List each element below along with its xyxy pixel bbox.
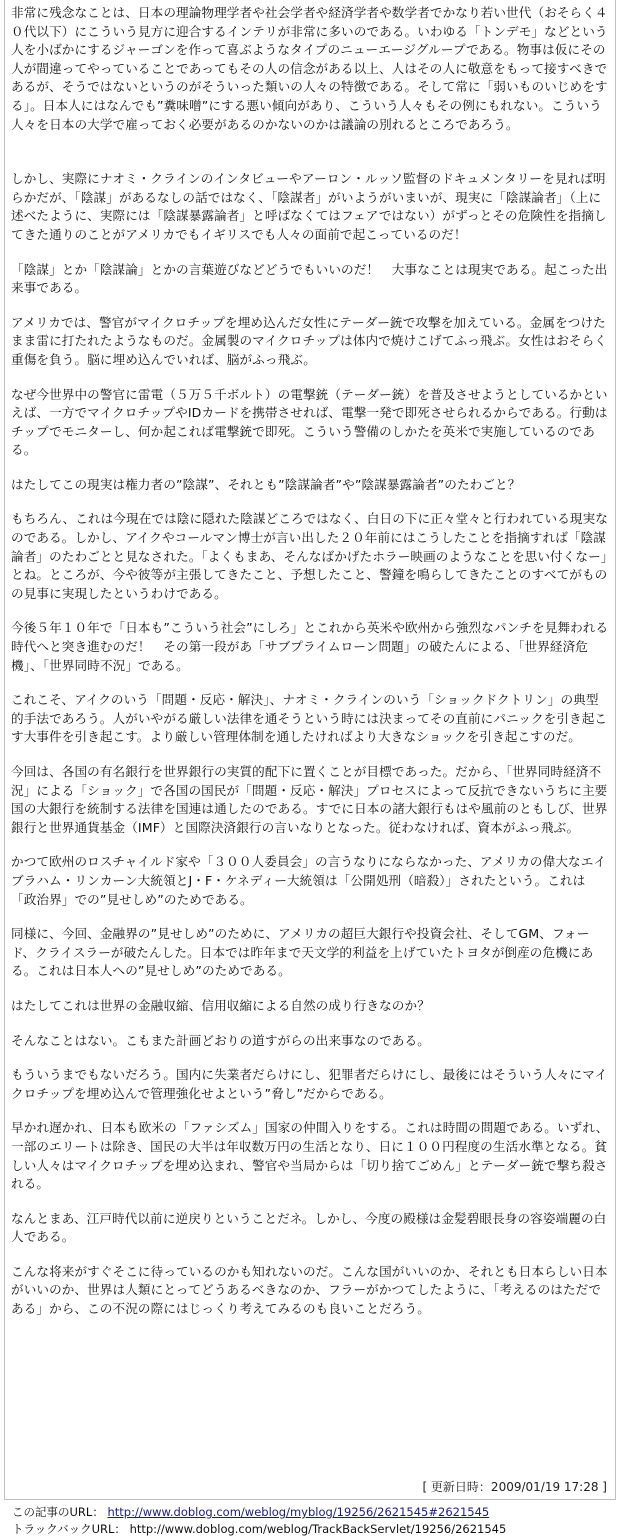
paragraph: なんとまあ、江戸時代以前に逆戻りということだネ。しかし、今度の殿様は金髪碧眼長身の容姿端麗の白人である。 <box>11 1210 607 1245</box>
paragraph: なぜ今世界中の警官に雷電（５万５千ボルト）の電撃銃（テーダー銃）を普及させようとしているかといえば、一方でマイクロチップやIDカードを携帯させれば、電撃一発で即死させられるからである。行動はチップでモニターし、何か起これば電撃銃で即死。こういう警備のしかたを英米で実施しているのである。 <box>11 386 608 458</box>
entry-footer <box>12 1504 506 1538</box>
paragraph: はたしてこの現実は権力者の”陰謀”、それとも”陰謀論者”や”陰謀暴露論者”のたわごと？ <box>11 476 521 492</box>
paragraph: アメリカでは、警官がマイクロチップを埋め込んだ女性にテーダー銃で攻撃を加えている。金属をつけたまま雷に打たれたようなものだ。金属製のマイクロチップは体内で焼けこげてふっ飛ぶ。女性はおそらく重傷を負う。脳に埋め込んでいれば、脳がふっ飛ぶ。 <box>11 314 607 367</box>
paragraph: 同様に、今回、金融界の”見せしめ”のために、アメリカの超巨大銀行や投資会社、そしてGM、フォード、クライスラーが破たんした。日本では昨年まで天文学的利益を上げていたトヨタが倒産の危機にある。これは日本人への”見せしめ”のためである。 <box>11 926 594 979</box>
permalink-link[interactable]: http://www.doblog.com/weblog/myblog/19256/2621545#2621545 <box>107 1505 490 1519</box>
paragraph: かつて欧州のロスチャイルド家や「３００人委員会」の言うなりにならなかった、アメリカの偉大なエイブラハム・リンカーン大統領とJ・F・ケネディー大統領は「公開処刑（暗殺）」されたという。これは「政治界」での”見せしめ”のためである。 <box>11 854 607 907</box>
paragraph: 非常に残念なことは、日本の理論物理学者や社会学者や経済学者や数学者でかなり若い世代（おそらく４０代以下）にこういう見方に迎合するインテリが非常に多いのである。いわゆる「トンデモ」などという人を小ばかにするジャーゴンを作って喜ぶようなタイプのニューエージグループである。物事は仮にその人が間違ってやっていることであってもその人の信念がある以上、人はその人に敬意をもって接すべきであるが、そうではないというのがそういった類いの人々の特徴である。そして常に「弱いものいじめをする」。日本人にはなんでも”糞味噌”にする悪い傾向があり、こういう人々もその例にもれない。こういう人々を日本の大学で雇っておく必要があるのかないのかは議論の別れるところであろう。 <box>11 5 608 132</box>
blog-entry <box>4 0 616 1500</box>
paragraph: はたしてこれは世界の金融収縮、信用収縮による自然の成り行きなのか？ <box>11 997 430 1013</box>
trackback-label: トラックバックURL： <box>12 1522 126 1536</box>
paragraph: 今回は、各国の有名銀行を世界銀行の実質的配下に置くことが目標であった。だから、「世界同時経済不況」による「ショック」で各国の国民が「問題・反応・解決」プロセスによって反抗できないうちに主要国の大銀行を統制する法律を国連は通したのである。すでに日本の諸大銀行もはや風前のともしび、世界銀行と世界通貨基金（IMF）と国際決済銀行の言いなりとなった。従わなければ、資本がふっ飛ぶ。 <box>11 764 608 835</box>
paragraph: しかし、実際にナオミ・クラインのインタビューやアーロン・ルッソ監督のドキュメンタリーを見れば明らかだが、「陰謀」があるなしの話ではなく、「陰謀者」がいようがいまいが、現実に「陰謀論者」（上に述べたように、実際には「陰謀暴露論者」と呼ばなくてはフェアではない）がずっとその危険性を指摘してきた通りのことがアメリカでもイギリスでも人々の面前で起こっているのだ！ <box>11 171 607 242</box>
updated-timestamp: [ 更新日時：2009/01/19 17:28 ] <box>422 1480 607 1494</box>
trackback-url: http://www.doblog.com/weblog/TrackBackServlet/19256/2621545 <box>129 1522 507 1536</box>
article-body <box>5 0 615 1319</box>
paragraph: もちろん、これは今現在では陰に隠れた陰謀どころではなく、白日の下に正々堂々と行われている現実なのである。しかし、アイクやコールマン博士が言い出した２０年前にはこうしたことを指摘すれば「陰謀論者」のたわごとと見なされた。「よくもまあ、そんなばかげたホラー映画のようなことを思い付くなー」とね。ところが、今や彼等が主張してきたこと、予想したこと、警鐘を鳴らしてきたことのすべてがものの見事に実現したというわけである。 <box>11 511 608 601</box>
permalink-label: この記事のURL： <box>12 1505 104 1519</box>
paragraph: 「陰謀」とか「陰謀論」とかの言葉遊びなどどうでもいいのだ！ 大事なことは現実である。起こった出来事である。 <box>11 261 608 296</box>
paragraph: もういうまでもないだろう。国内に失業者だらけにし、犯罪者だらけにし、最後にはそういう人々にマイクロチップを埋め込んで管理強化せよという”脅し”だからである。 <box>11 1067 608 1101</box>
trackback-row <box>12 1521 506 1538</box>
paragraph: こんな将来がすぐそこに待っているのかも知れないのだ。こんな国がいいのか、それとも日本らしい日本がいいのか、世界は人類にとってどうあるべきなのか、フラーがかつてしたように、「考えるのはただである」から、この不況の際にはじっくり考えてみるのも良いことだろう。 <box>11 1263 608 1317</box>
permalink-row <box>12 1504 506 1521</box>
paragraph: これこそ、アイクのいう「問題・反応・解決」、ナオミ・クラインのいう「ショックドクトリン」の典型的手法であろう。人がいやがる厳しい法律を通そうという時には決まってその直前にパニックを引き起こす大事件を引き起こす。より厳しい管理体制を通したければより大きなショックを引き起こすのだ。 <box>11 692 608 745</box>
paragraph: 早かれ遅かれ、日本も欧米の「ファシズム」国家の仲間入りをする。これは時間の問題である。いずれ、一部のエリートは除き、国民の大半は年収数万円の生活となり、日に１００円程度の生活水準となる。貧しい人々はマイクロチップを埋め込まれ、警官や当局からは「切り捨てごめん」とテーダー銃で撃ち殺される。 <box>11 1120 609 1192</box>
paragraph: 今後５年１０年で「日本も”こういう社会”にしろ」とこれから英米や欧州から強烈なパンチを見舞われる時代へと突き進むのだ！ その第一段があ「サブプライムローン問題」の破たんによる、「世界経済危機」、「世界同時不況」である。 <box>11 620 609 673</box>
paragraph: そんなことはない。こもまた計画どおりの道すがらの出来事なのである。 <box>11 1032 430 1048</box>
